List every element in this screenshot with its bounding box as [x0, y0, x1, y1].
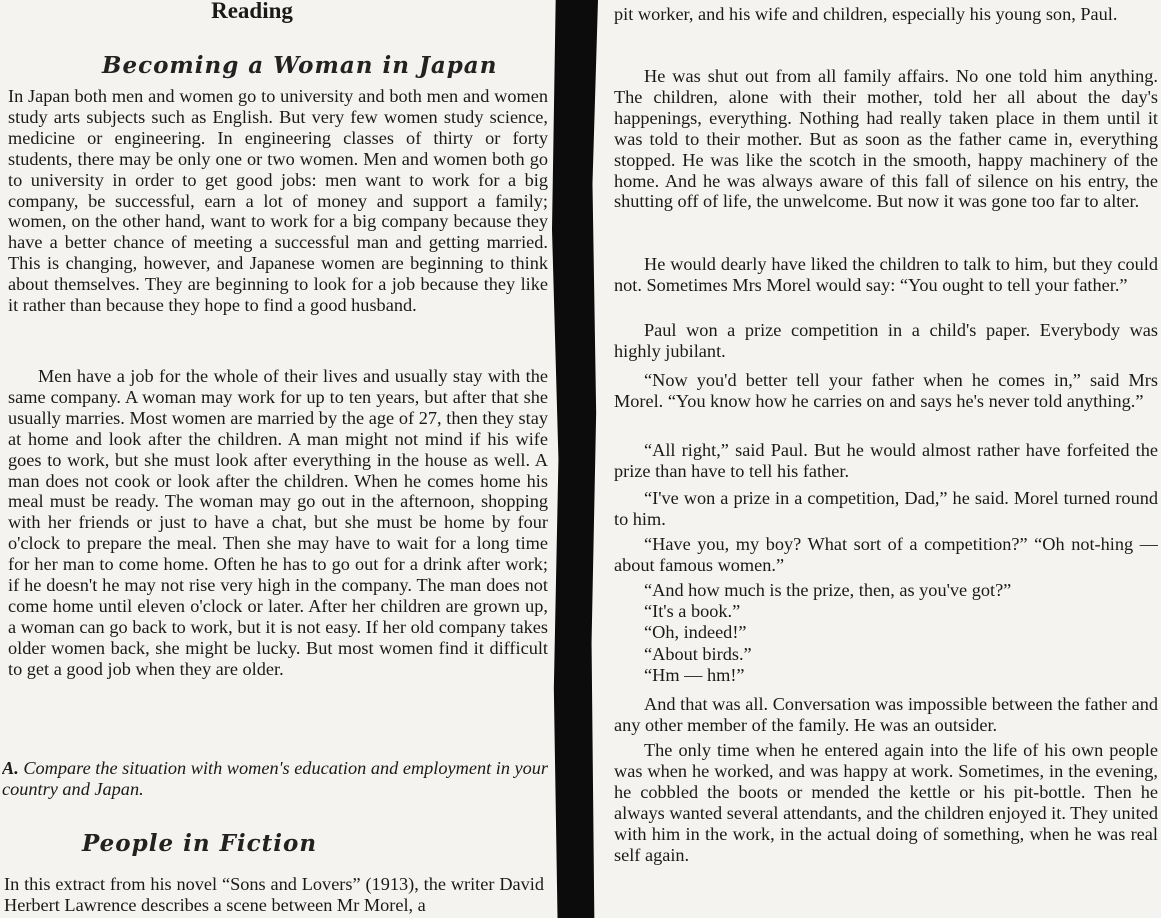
task-label: A.	[2, 758, 19, 778]
paragraph-2: Men have a job for the whole of their lives and usually stay with the same company. A woman may work for up to ten years, but after that she usually marries. Most women are married by the age of 27, then they stay at home and look after the children. A man might not mind if his wife goes to work, but she must look after everything in the house as well. A man does not cook or look after the children. When he comes home his meal must be ready. The woman may go out in the afternoon, shopping with her friends or just to have a chat, but she must be home by four o'clock to prepare the meal. Then she may have to wait for a long time for her man to come home. Often he has to go out for a drink after work; if he doesn't he may not rise very high in the company. The man does not come home until eleven o'clock or later. After her children are grown up, a woman can go back to work, but it is not easy. If her old company takes older women back, she might be lucky. But most women find it difficult to get a good job when they are older.	[8, 366, 548, 679]
extract-paragraph-8: “Have you, my boy? What sort of a competition?” “Oh not-hing — about famous women.”	[614, 534, 1158, 575]
extract-paragraph-13: “Hm — hm!”	[644, 665, 745, 685]
extract-paragraph-2: He was shut out from all family affairs. No one told him anything. The children, alone with their mother, told her all about the day's happenings, everything. Nothing had really taken place in them until it was told to their mother. But as soon as the father came in, everything stopped. He was like the scotch in the smooth, happy machinery of the home. And he was always aware of this fall of silence on his entry, the shutting off of life, the unwelcome. But now it was gone too far to alter.	[614, 66, 1158, 212]
extract-paragraph-9: “And how much is the prize, then, as you've got?”	[644, 580, 1012, 600]
right-page	[610, 0, 1158, 918]
extract-paragraph-15: The only time when he entered again into the life of his own people was when he worked, and was happy at work. Sometimes, in the evening, he cobbled the boots or mended the kettle or his pit-bottle. Then he always wanted several attendants, and the children enjoyed it. They united with him in the work, in the actual doing of something, when he was real self again.	[614, 740, 1158, 865]
extract-paragraph-4: Paul won a prize competition in a child's paper. Everybody was highly jubilant.	[614, 320, 1158, 361]
paragraph-1: In Japan both men and women go to university and both men and women study arts subjects such as English. But very few women study science, medicine or engineering. In engineering classes of thirty or forty students, there may be only one or two women. Men and women both go to university in order to get good jobs: men want to work for a big company, be successful, earn a lot of money and support a family; women, on the other hand, want to work for a big company because they have a better chance of meeting a successful man and getting married. This is changing, however, and Japanese women are beginning to think about themselves. They are beginning to look for a job because they like it rather than because they hope to find a good husband.	[8, 86, 548, 316]
article-title: Becoming a Woman in Japan	[102, 52, 498, 79]
extract-paragraph-3: He would dearly have liked the children to talk to him, but they could not. Sometimes Mrs Morel would say: “You ought to tell your father.”	[614, 254, 1158, 295]
fiction-title: People in Fiction	[82, 830, 318, 857]
extract-paragraph-5: “Now you'd better tell your father when he comes in,” said Mrs Morel. “You know how he carries on and says he's never told anything.”	[614, 370, 1158, 411]
extract-paragraph-12: “About birds.”	[644, 644, 752, 664]
task-prompt	[2, 758, 550, 800]
extract-paragraph-14: And that was all. Conversation was impossible between the father and any other member of the family. He was an outsider.	[614, 694, 1158, 735]
left-page	[2, 0, 550, 918]
extract-paragraph-1: pit worker, and his wife and children, especially his young son, Paul.	[614, 4, 1118, 24]
extract-paragraph-7: “I've won a prize in a competition, Dad,” he said. Morel turned round to him.	[614, 488, 1158, 529]
section-heading: Reading	[211, 0, 293, 23]
extract-paragraph-11: “Oh, indeed!”	[644, 622, 747, 642]
task-text: Compare the situation with women's education and employment in your country and Japan.	[2, 758, 549, 799]
binding-gutter	[552, 0, 598, 918]
extract-paragraph-6: “All right,” said Paul. But he would almost rather have forfeited the prize than have to tell his father.	[614, 440, 1158, 481]
intro-paragraph: In this extract from his novel “Sons and Lovers” (1913), the writer David Herbert Lawrence describes a scene between Mr Morel, a	[4, 874, 544, 915]
extract-paragraph-10: “It's a book.”	[644, 601, 741, 621]
